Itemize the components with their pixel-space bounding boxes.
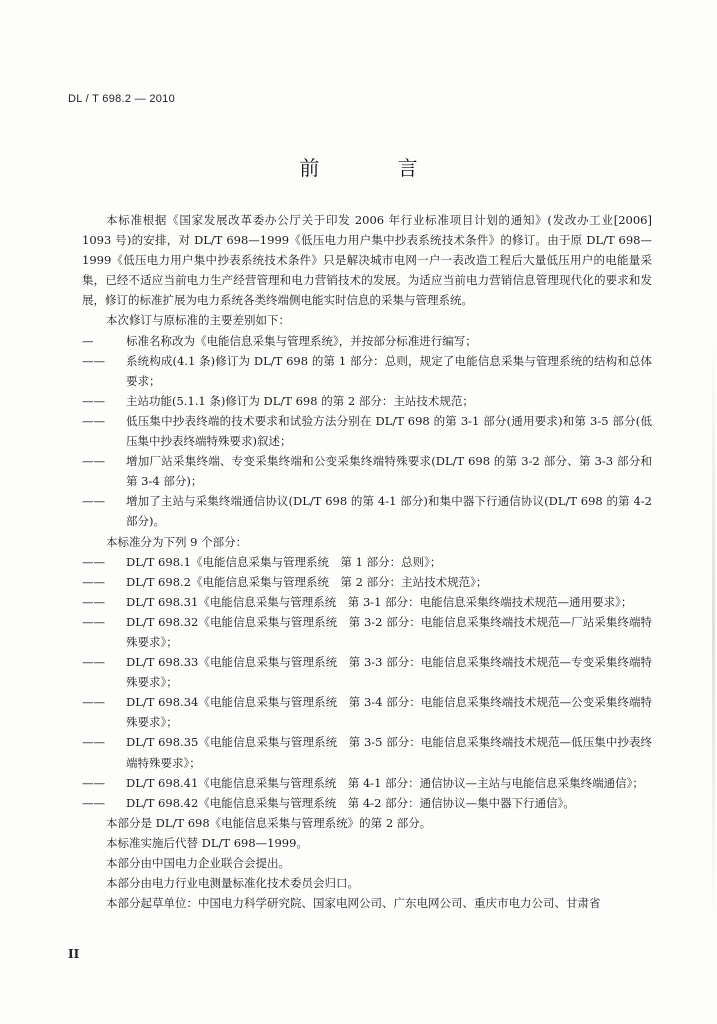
- list-dash: ——: [82, 353, 105, 368]
- parts-lead-paragraph: 本标准分为下列 9 个部分：: [106, 534, 248, 549]
- part-item-text: DL/T 698.31《电能信息采集与管理系统 第 3-1 部分：电能信息采集终端技术规范—通用要求》；: [126, 594, 633, 609]
- part-item: [82, 692, 652, 732]
- diff-item: [82, 351, 652, 391]
- list-dash: ——: [82, 494, 105, 509]
- list-dash: ——: [82, 574, 105, 589]
- diff-item-text: 低压集中抄表终端的技术要求和试验方法分别在 DL/T 698 的第 3-1 部分(通用要求)和第 3-5 部分(低压集中抄表终端特殊要求)叙述；: [126, 413, 652, 449]
- part-item: [82, 793, 652, 813]
- list-dash: ——: [82, 554, 105, 569]
- intro-paragraph: 本标准根据《国家发展改革委办公厅关于印发 2006 年行业标准项目计划的通知》(发改办工业[2006] 1093 号)的安排，对 DL/T 698—1999《低压电力用户集中抄表系统技术条件》的修订。由于原 DL/T 698—1999《低压电力用户集中抄表系统技术条件》只是解决城市电网一户一表改造工程后大量低压用户的电能量采集，已经不适应当前电力生产经营管理和电力营销技术的发展。为适应当前电力营销信息管理现代化的要求和发展，修订的标准扩展为电力系统各类终端侧电能实时信息的采集与管理系统。: [82, 213, 652, 308]
- list-dash: —: [82, 333, 94, 348]
- diff-item: [82, 331, 652, 351]
- proposed-by-paragraph: 本部分由中国电力企业联合会提出。: [106, 856, 290, 870]
- part-item-text: DL/T 698.1《电能信息采集与管理系统 第 1 部分：总则》；: [126, 554, 442, 569]
- diff-lead-paragraph: 本次修订与原标准的主要差别如下：: [106, 313, 290, 328]
- part-item: [82, 732, 652, 772]
- diff-item: [82, 491, 652, 531]
- list-dash: ——: [82, 413, 105, 428]
- part-item: [82, 592, 652, 612]
- part-item: [82, 652, 652, 692]
- part-item: [82, 572, 652, 592]
- page-number: II: [68, 947, 80, 961]
- drafters-paragraph: 本部分起草单位：中国电力科学研究院、国家电网公司、广东电网公司、重庆市电力公司、甘肃省: [106, 896, 601, 911]
- list-dash: ——: [82, 775, 105, 790]
- this-part-paragraph: 本部分是 DL/T 698《电能信息采集与管理系统》的第 2 部分。: [106, 815, 432, 830]
- diff-item-text: 标准名称改为《电能信息采集与管理系统》，并按部分标准进行编写；: [126, 333, 477, 348]
- list-dash: ——: [82, 393, 105, 408]
- replaces-paragraph: 本标准实施后代替 DL/T 698—1999。: [106, 835, 308, 850]
- diff-item: [82, 411, 652, 451]
- list-dash: ——: [82, 614, 105, 629]
- list-dash: ——: [82, 735, 105, 750]
- list-dash: ——: [82, 695, 105, 710]
- list-dash: ——: [82, 454, 105, 469]
- diff-item: [82, 391, 652, 411]
- section-title: 前 言: [299, 156, 454, 180]
- part-item-text: DL/T 698.42《电能信息采集与管理系统 第 4-2 部分：通信协议—集中器下行通信》。: [126, 795, 575, 810]
- part-item-text: DL/T 698.34《电能信息采集与管理系统 第 3-4 部分：电能信息采集终端技术规范—公变采集终端特殊要求》；: [126, 695, 652, 730]
- part-item-text: DL/T 698.32《电能信息采集与管理系统 第 3-2 部分：电能信息采集终端技术规范—厂站采集终端特殊要求》；: [126, 614, 652, 649]
- part-item-text: DL/T 698.33《电能信息采集与管理系统 第 3-3 部分：电能信息采集终端技术规范—专变采集终端特殊要求》；: [126, 655, 652, 690]
- diff-item-text: 主站功能(5.1.1 条)修订为 DL/T 698 的第 2 部分：主站技术规范；: [126, 393, 474, 408]
- body-text: [82, 210, 652, 913]
- managed-by-paragraph: 本部分由电力行业电测量标准化技术委员会归口。: [106, 876, 359, 891]
- part-item-text: DL/T 698.2《电能信息采集与管理系统 第 2 部分：主站技术规范》；: [126, 574, 488, 589]
- document-code-header: DL / T 698.2 — 2010: [68, 93, 176, 105]
- scan-edge-shadow: [712, 330, 715, 930]
- part-item-text: DL/T 698.35《电能信息采集与管理系统 第 3-5 部分：电能信息采集终端技术规范—低压集中抄表终端特殊要求》；: [126, 735, 652, 770]
- part-item: [82, 552, 652, 572]
- diff-item: [82, 451, 652, 491]
- part-item: [82, 773, 652, 793]
- list-dash: ——: [82, 795, 105, 810]
- part-item-text: DL/T 698.41《电能信息采集与管理系统 第 4-1 部分：通信协议—主站与电能信息采集终端通信》；: [126, 775, 644, 790]
- diff-item-text: 增加厂站采集终端、专变采集终端和公变采集终端特殊要求(DL/T 698 的第 3-2 部分、第 3-3 部分和第 3-4 部分)；: [126, 454, 652, 489]
- diff-item-text: 系统构成(4.1 条)修订为 DL/T 698 的第 1 部分：总则，规定了电能信息采集与管理系统的结构和总体要求；: [126, 353, 652, 388]
- part-item: [82, 612, 652, 652]
- list-dash: ——: [82, 594, 105, 609]
- diff-item-text: 增加了主站与采集终端通信协议(DL/T 698 的第 4-1 部分)和集中器下行通信协议(DL/T 698 的第 4-2 部分)。: [126, 494, 652, 529]
- list-dash: ——: [82, 655, 105, 670]
